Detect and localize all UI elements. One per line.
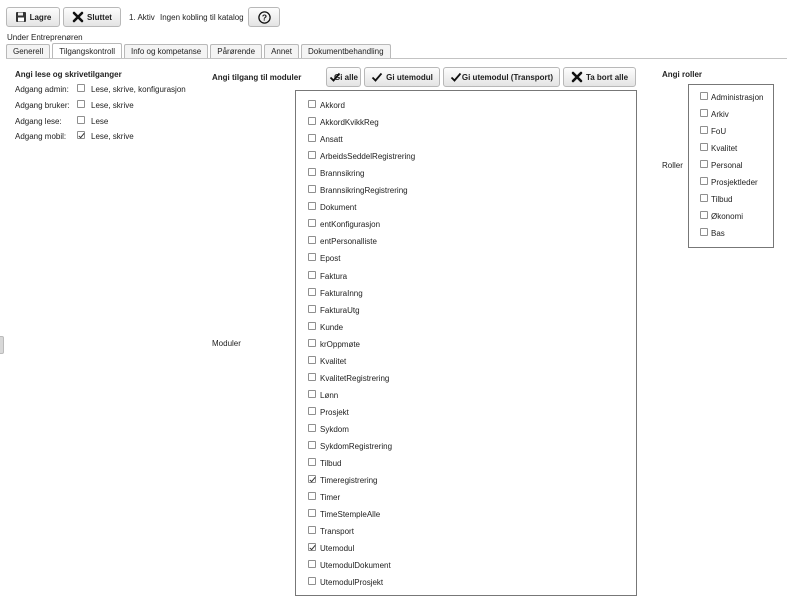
page-subtitle: Under Entreprenøren	[7, 33, 83, 42]
module-item[interactable]	[296, 387, 636, 404]
module-label: Prosjekt	[320, 407, 349, 417]
module-label: Kvalitet	[320, 356, 347, 366]
help-button[interactable]	[248, 7, 280, 27]
module-label: entKonfigurasjon	[320, 220, 381, 230]
module-label: Tilbud	[320, 459, 342, 469]
role-checkbox[interactable]	[700, 92, 708, 100]
module-label: Faktura	[320, 271, 348, 281]
rw-label-lese: Adgang lese:	[15, 117, 62, 126]
role-checkbox[interactable]	[700, 177, 708, 185]
tab-label: Tilgangskontroll	[59, 46, 115, 56]
module-checkbox[interactable]	[308, 543, 316, 551]
role-item[interactable]	[689, 140, 773, 157]
help-symbol: ?	[261, 12, 267, 23]
module-label: Utemodul	[320, 544, 355, 554]
module-item[interactable]	[296, 557, 636, 574]
catalog-status-text: Ingen kobling til katalog	[160, 13, 244, 22]
module-checkbox[interactable]	[308, 168, 316, 176]
modules-list	[295, 90, 637, 596]
rw-value-lese: Lese	[91, 117, 109, 126]
module-item[interactable]	[296, 404, 636, 421]
module-checkbox[interactable]	[308, 424, 316, 432]
module-item[interactable]	[296, 199, 636, 216]
role-label: Arkiv	[711, 110, 729, 120]
module-label: Lønn	[320, 390, 339, 400]
role-label: Administrasjon	[711, 93, 764, 102]
side-panel-handle[interactable]	[0, 336, 4, 354]
checkmark-icon	[329, 71, 331, 83]
role-checkbox[interactable]	[700, 211, 708, 219]
close-x-icon	[72, 11, 84, 23]
module-item[interactable]	[296, 250, 636, 267]
module-checkbox[interactable]	[308, 390, 316, 398]
help-icon	[258, 11, 271, 24]
module-item[interactable]	[296, 370, 636, 387]
rw-checkbox-mobil[interactable]	[77, 131, 85, 139]
tab-divider	[6, 58, 787, 59]
module-label: Epost	[320, 254, 341, 264]
role-label: Økonomi	[711, 212, 744, 222]
module-checkbox[interactable]	[308, 577, 316, 585]
module-item[interactable]	[296, 216, 636, 233]
rw-heading: Angi lese og skrivetilganger	[15, 70, 122, 79]
module-item[interactable]	[296, 472, 636, 489]
module-item[interactable]	[296, 540, 636, 557]
module-item[interactable]	[296, 336, 636, 353]
module-label: Timeregistrering	[320, 476, 378, 486]
roles-side-label: Roller	[662, 161, 683, 170]
module-item[interactable]	[296, 455, 636, 472]
tab-label: Info og kompetanse	[130, 47, 202, 56]
role-checkbox[interactable]	[700, 228, 708, 236]
module-checkbox[interactable]	[308, 509, 316, 517]
module-item[interactable]	[296, 438, 636, 455]
tab-label: Dokumentbehandling	[307, 47, 384, 56]
module-checkbox[interactable]	[308, 339, 316, 347]
role-checkbox[interactable]	[700, 109, 708, 117]
give-utemodul-transport-button[interactable]	[443, 67, 560, 87]
module-checkbox[interactable]	[308, 441, 316, 449]
status-text: 1. Aktiv	[129, 13, 155, 22]
module-checkbox[interactable]	[308, 202, 316, 210]
role-checkbox[interactable]	[700, 160, 708, 168]
module-item[interactable]	[296, 285, 636, 302]
module-item[interactable]	[296, 131, 636, 148]
give-utemodul-label: Gi utemodul	[386, 72, 433, 82]
module-checkbox[interactable]	[308, 373, 316, 381]
close-button[interactable]	[63, 7, 121, 27]
checkmark-icon	[371, 71, 383, 83]
module-label: AkkordKvikkReg	[320, 118, 379, 128]
module-item[interactable]	[296, 421, 636, 438]
module-checkbox[interactable]	[308, 236, 316, 244]
tab-annet[interactable]	[264, 44, 299, 58]
checkmark-icon	[450, 71, 459, 83]
role-checkbox[interactable]	[700, 126, 708, 134]
role-item[interactable]	[689, 157, 773, 174]
module-checkbox[interactable]	[308, 458, 316, 466]
module-label: Transport	[320, 527, 354, 537]
rw-label-bruker: Adgang bruker:	[15, 101, 70, 110]
remove-all-label: Ta bort alle	[585, 72, 629, 82]
close-x-icon	[571, 71, 583, 83]
save-button[interactable]	[6, 7, 60, 27]
role-item[interactable]	[689, 174, 773, 191]
module-label: Akkord	[320, 101, 345, 110]
save-label: Lagre	[29, 12, 52, 22]
module-label: Brannsikring	[320, 169, 365, 179]
module-label: krOppmøte	[320, 339, 361, 349]
role-label: Tilbud	[711, 195, 733, 205]
role-checkbox[interactable]	[700, 194, 708, 202]
module-label: FakturaInng	[320, 288, 363, 298]
module-item[interactable]	[296, 523, 636, 540]
role-item[interactable]	[689, 208, 773, 225]
module-label: Ansatt	[320, 135, 343, 145]
module-item[interactable]	[296, 489, 636, 506]
tab-generell[interactable]	[6, 44, 50, 58]
module-checkbox[interactable]	[308, 134, 316, 142]
module-label: UtemodulDokument	[320, 561, 391, 571]
role-label: Personal	[711, 161, 743, 171]
roles-list	[688, 84, 774, 248]
give-utemodul-transport-label: Gi utemodul (Transport)	[461, 72, 553, 82]
floppy-disk-icon	[15, 11, 27, 23]
module-label: FakturaUtg	[320, 305, 360, 315]
module-item[interactable]	[296, 165, 636, 182]
module-item[interactable]	[296, 319, 636, 336]
module-checkbox[interactable]	[308, 560, 316, 568]
role-label: Kvalitet	[711, 144, 738, 154]
role-item[interactable]	[689, 225, 773, 242]
module-checkbox[interactable]	[308, 288, 316, 296]
module-item[interactable]	[296, 233, 636, 250]
module-checkbox[interactable]	[308, 271, 316, 279]
rw-checkbox-lese[interactable]	[77, 116, 85, 124]
give-all-button[interactable]	[326, 67, 361, 87]
module-checkbox[interactable]	[308, 151, 316, 159]
tab-tilgangskontroll[interactable]	[52, 43, 122, 58]
module-checkbox[interactable]	[308, 100, 316, 108]
module-checkbox[interactable]	[308, 253, 316, 261]
module-item[interactable]	[296, 114, 636, 131]
module-item[interactable]	[296, 353, 636, 370]
role-item[interactable]	[689, 123, 773, 140]
remove-all-button[interactable]	[563, 67, 636, 87]
module-label: TimeStempleAlle	[320, 510, 381, 520]
rw-label-admin: Adgang admin:	[15, 85, 69, 94]
give-utemodul-button[interactable]	[364, 67, 440, 87]
rw-value-bruker: Lese, skrive	[91, 101, 134, 110]
tab-parorende[interactable]	[210, 44, 262, 58]
role-label: Prosjektleder	[711, 178, 758, 188]
tab-dokumentbehandling[interactable]	[301, 44, 391, 58]
module-label: Dokument	[320, 203, 357, 213]
module-checkbox[interactable]	[308, 492, 316, 500]
tab-bar	[6, 44, 391, 59]
module-checkbox[interactable]	[308, 185, 316, 193]
module-checkbox[interactable]	[308, 526, 316, 534]
role-item[interactable]	[689, 106, 773, 123]
module-label: ArbeidsSeddelRegistrering	[320, 152, 416, 162]
module-checkbox[interactable]	[308, 117, 316, 125]
role-label: FoU	[711, 127, 727, 137]
role-item[interactable]	[689, 89, 773, 106]
tab-info-og-kompetanse[interactable]	[124, 44, 208, 58]
tab-label: Annet	[271, 47, 292, 56]
module-item[interactable]	[296, 302, 636, 319]
module-checkbox[interactable]	[308, 356, 316, 364]
role-checkbox[interactable]	[700, 143, 708, 151]
module-label: entPersonalliste	[320, 237, 377, 247]
role-item[interactable]	[689, 191, 773, 208]
module-label: BrannsikringRegistrering	[320, 186, 408, 196]
module-checkbox[interactable]	[308, 219, 316, 227]
module-label: KvalitetRegistrering	[320, 373, 390, 383]
rw-label-mobil: Adgang mobil:	[15, 132, 67, 141]
module-item[interactable]	[296, 506, 636, 523]
module-label: UtemodulProsjekt	[320, 578, 384, 588]
rw-checkbox-bruker[interactable]	[77, 100, 85, 108]
module-item[interactable]	[296, 182, 636, 199]
give-all-label: Gi alle	[333, 72, 358, 82]
rw-checkbox-admin[interactable]	[77, 84, 85, 92]
module-item[interactable]	[296, 574, 636, 591]
tab-label: Pårørende	[217, 47, 256, 56]
module-label: Kunde	[320, 322, 344, 332]
tab-label: Generell	[13, 47, 44, 56]
module-checkbox[interactable]	[308, 305, 316, 313]
modules-side-label: Moduler	[212, 339, 241, 348]
modules-heading: Angi tilgang til moduler	[212, 73, 302, 82]
module-item[interactable]	[296, 97, 636, 114]
role-label: Bas	[711, 229, 725, 239]
close-label: Sluttet	[87, 12, 112, 22]
module-label: Timer	[320, 493, 341, 503]
rw-value-admin: Lese, skrive, konfigurasjon	[91, 85, 186, 94]
module-item[interactable]	[296, 268, 636, 285]
module-checkbox[interactable]	[308, 475, 316, 483]
module-checkbox[interactable]	[308, 322, 316, 330]
module-label: Sykdom	[320, 424, 349, 434]
module-label: SykdomRegistrering	[320, 442, 393, 451]
module-item[interactable]	[296, 148, 636, 165]
rw-value-mobil: Lese, skrive	[91, 132, 134, 141]
module-checkbox[interactable]	[308, 407, 316, 415]
roles-heading: Angi roller	[662, 70, 703, 79]
